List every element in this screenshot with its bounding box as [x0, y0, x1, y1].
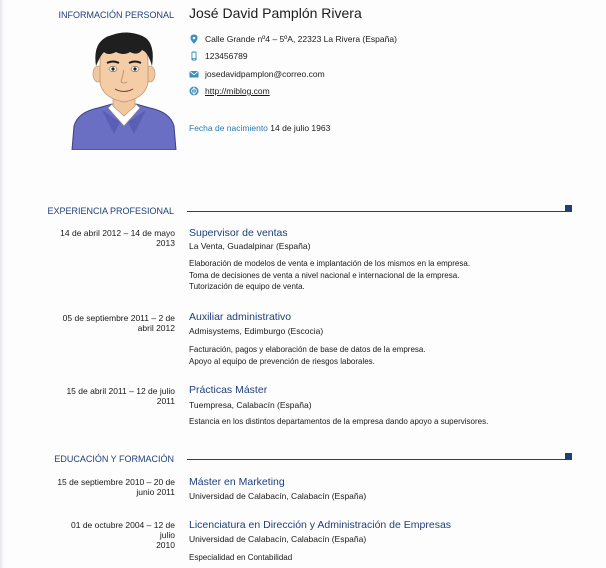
phone-text: 123456789 [205, 51, 248, 61]
experience-divider-end [565, 205, 572, 212]
envelope-icon [189, 69, 199, 79]
location-pin-icon [189, 34, 199, 44]
job-1-date-line2: 2013 [156, 238, 175, 248]
edu-2-desc-line: Especialidad en Contabilidad [189, 553, 293, 562]
edu-2-date-line1: 01 de octubre 2004 – 12 de julio [71, 520, 175, 540]
education-section-label: EDUCACIÓN Y FORMACIÓN [54, 454, 174, 464]
job-2-description [189, 344, 426, 367]
job-1-description [189, 258, 470, 293]
profile-avatar [68, 30, 180, 150]
edu-2-date-line2: 2010 [156, 540, 175, 550]
experience-section-label: EXPERIENCIA PROFESIONAL [47, 206, 174, 216]
birth-date-value: 14 de julio 1963 [270, 123, 331, 133]
job-3-org: Tuempresa, Calabacín (España) [189, 400, 312, 410]
edu-2-date [55, 520, 175, 550]
edu-2-title: Licenciatura en Dirección y Administración de Empresas [189, 519, 452, 531]
edu-2-org: Universidad de Calabacín, Calabacín (España) [189, 534, 367, 544]
job-3-desc-line: Estancia en los distintos departamentos de la empresa dando apoyo a supervisores. [189, 417, 489, 426]
birth-date-label: Fecha de nacimiento [189, 123, 268, 133]
job-1-title: Supervisor de ventas [189, 227, 288, 239]
page-edge [0, 0, 4, 568]
job-2-org: Admisystems, Edimburgo (Escocia) [189, 326, 324, 336]
job-2-date-line1: 05 de septiembre 2011 – 2 de [62, 313, 175, 323]
job-2-desc-line: Facturación, pagos y elaboración de base de datos de la empresa. [189, 345, 426, 354]
job-3-date [55, 386, 175, 406]
job-3-description [189, 416, 488, 428]
job-2-title: Auxiliar administrativo [189, 311, 292, 323]
globe-icon [189, 86, 199, 96]
birth-date-row [189, 123, 330, 133]
job-1-desc-line: Tutorización de equipo de venta. [189, 282, 305, 291]
website-link[interactable]: http://miblog.com [205, 86, 270, 96]
edu-1-date-line1: 15 de septiembre 2010 – 20 de [57, 477, 175, 487]
address-text: Calle Grande nº4 – 5ºA, 22323 La Rivera (España) [205, 34, 397, 44]
job-1-date-line1: 14 de abril 2012 – 14 de mayo [60, 228, 175, 238]
job-3-date-line1: 15 de abril 2011 – 12 de julio 2011 [66, 386, 175, 406]
job-1-org: La Venta, Guadalpinar (España) [189, 241, 311, 251]
personal-info-label: INFORMACIÓN PERSONAL [58, 10, 174, 20]
edu-1-date-line2: junio 2011 [136, 487, 175, 497]
job-2-date [55, 313, 175, 333]
job-3-title: Prácticas Máster [189, 384, 268, 396]
edu-1-org: Universidad de Calabacín, Calabacín (España) [189, 491, 367, 501]
edu-1-title: Máster en Marketing [189, 476, 285, 488]
job-1-date [55, 228, 175, 248]
job-1-desc-line: Elaboración de modelos de venta e implantación de los mismos en la empresa. [189, 259, 471, 268]
email-text[interactable]: josedavidpamplon@correo.com [205, 69, 325, 79]
edu-1-date [55, 477, 175, 497]
edu-2-description [189, 552, 292, 564]
person-name: José David Pamplón Rivera [189, 5, 362, 21]
job-1-desc-line: Toma de decisiones de venta a nivel nacional e internacional de la empresa. [189, 270, 460, 280]
mobile-phone-icon [189, 51, 199, 61]
job-2-desc-line: Apoyo al equipo de prevención de riesgos laborales. [189, 356, 375, 366]
education-divider-end [565, 453, 572, 460]
experience-divider [187, 211, 565, 212]
education-divider [187, 459, 565, 460]
job-2-date-line2: abril 2012 [137, 323, 175, 333]
